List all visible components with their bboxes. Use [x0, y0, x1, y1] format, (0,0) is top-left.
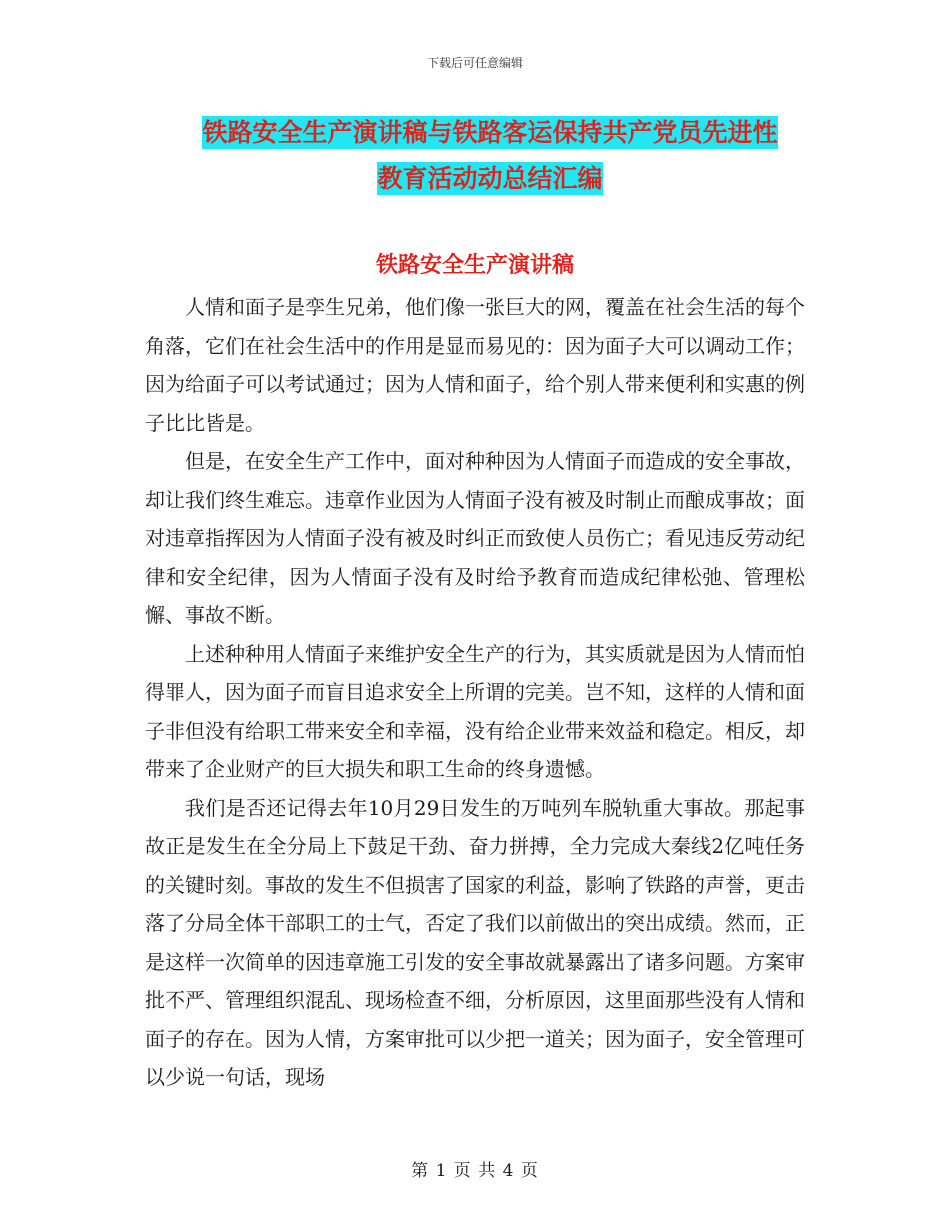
- document-title: [150, 110, 830, 202]
- title-line-1: 铁路安全生产演讲稿与铁路客运保持共产党员先进性: [202, 118, 778, 147]
- header-note: 下载后可任意编辑: [426, 56, 523, 70]
- paragraph: 但是，在安全生产工作中，面对种种因为人情面子而造成的安全事故，却让我们终生难忘。违章作业因为人情面子没有被及时制止而酿成事故；面对违章指挥因为人情面子没有被及时纠正而致使人员伤亡；看见违反劳动纪律和安全纪律，因为人情面子没有及时给予教育而造成纪律松弛、管理松懈、事故不断。: [145, 449, 805, 627]
- title-line-2: 教育活动动总结汇编: [377, 164, 603, 193]
- section-title: 铁路安全生产演讲稿: [375, 252, 574, 278]
- paragraph: 人情和面子是孪生兄弟，他们像一张巨大的网，覆盖在社会生活的每个角落，它们在社会生活中的作用是显而易见的：因为面子大可以调动工作；因为给面子可以考试通过；因为人情和面子，给个别人带来便利和实惠的例子比比皆是。: [145, 295, 805, 435]
- paragraph: 上述种种用人情面子来维护安全生产的行为，其实质就是因为人情而怕得罪人，因为面子而盲目追求安全上所谓的完美。岂不知，这样的人情和面子非但没有给职工带来安全和幸福，没有给企业带来效益和稳定。相反，却带来了企业财产的巨大损失和职工生命的终身遗憾。: [145, 641, 805, 781]
- page-footer: 第 1 页 共 4 页: [411, 1161, 539, 1181]
- paragraph: 我们是否还记得去年10月29日发生的万吨列车脱轨重大事故。那起事故正是发生在全分局上下鼓足干劲、奋力拼搏，全力完成大秦线2亿吨任务的关键时刻。事故的发生不但损害了国家的利益，影响了铁路的声誉，更击落了分局全体干部职工的士气，否定了我们以前做出的突出成绩。然而，正是这样一次简单的因违章施工引发的安全事故就暴露出了诸多问题。方案审批不严、管理组织混乱、现场检查不细，分析原因，这里面那些没有人情和面子的存在。因为人情，方案审批可以少把一道关；因为面子，安全管理可以少说一句话，现场: [145, 795, 805, 1089]
- body-text: [145, 288, 805, 1097]
